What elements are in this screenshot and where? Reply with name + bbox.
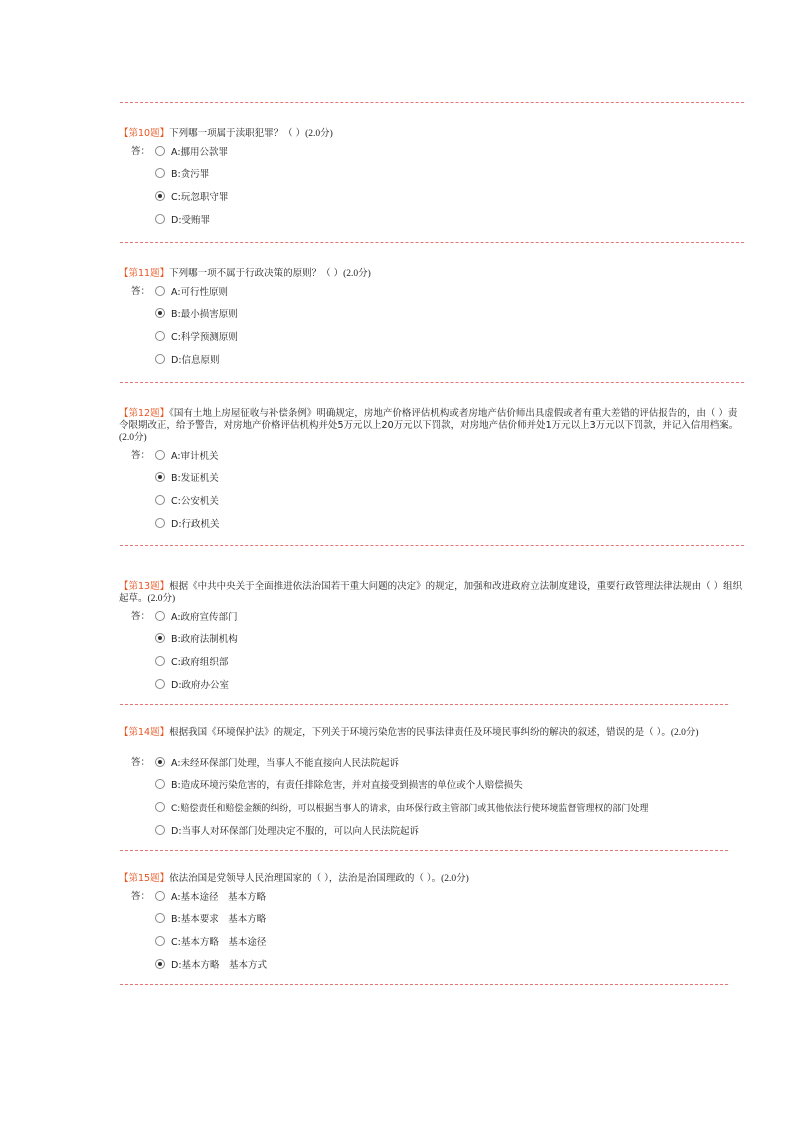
option-label: B:基本要求 基本方略: [171, 914, 267, 925]
radio-button[interactable]: [155, 472, 165, 482]
option-b[interactable]: [155, 633, 238, 645]
option-b[interactable]: [155, 472, 219, 484]
radio-button[interactable]: [155, 757, 165, 767]
radio-button[interactable]: [155, 354, 165, 364]
radio-button[interactable]: [155, 679, 165, 689]
answer-label: 答：: [131, 757, 151, 768]
option-label: D:信息原则: [171, 355, 220, 366]
answer-label: 答：: [131, 286, 151, 297]
option-a[interactable]: [155, 757, 399, 769]
question-11: [119, 268, 744, 368]
option-label: D:政府办公室: [171, 680, 230, 691]
separator: [120, 382, 744, 383]
radio-button[interactable]: [155, 611, 165, 621]
option-label: A:可行性原则: [171, 287, 229, 298]
option-b[interactable]: [155, 779, 523, 791]
radio-button[interactable]: [155, 191, 165, 201]
option-c[interactable]: [155, 936, 266, 948]
question-score: (2.0分): [441, 874, 469, 884]
option-d[interactable]: [155, 959, 267, 971]
question-15: [119, 873, 744, 973]
question-stem: [119, 873, 744, 885]
option-a[interactable]: [155, 146, 228, 158]
question-number: 【第15题】: [119, 873, 170, 884]
question-score: (2.0分): [147, 594, 176, 604]
separator: [120, 242, 744, 243]
option-c[interactable]: [155, 191, 228, 203]
answer-label: 答：: [131, 146, 151, 157]
radio-button[interactable]: [155, 450, 165, 460]
option-label: A:政府宣传部门: [171, 612, 238, 623]
question-stem: [119, 268, 744, 280]
separator: [120, 704, 728, 705]
question-stem: [119, 581, 744, 605]
option-d[interactable]: [155, 825, 419, 837]
option-c[interactable]: [155, 495, 219, 507]
radio-button[interactable]: [155, 802, 165, 812]
radio-button[interactable]: [155, 891, 165, 901]
radio-button[interactable]: [155, 825, 165, 835]
question-text: 《国有土地上房屋征收与补偿条例》明确规定，房地产价格评估机构或者房地产估价师出具虚假或者有重大差错的评估报告的，由（ ）责令限期改正，给予警告，对房地产价格评估机构并处5万元以上20万元以下罚款，对房地产估价师并处1万元以上3万元以下罚款，并记入信用档案。: [119, 408, 739, 431]
option-label: C:基本方略 基本途径: [171, 937, 267, 948]
answer-label: 答：: [131, 891, 151, 902]
option-label: C:科学预测原则: [171, 332, 238, 343]
question-text: 下列哪一项属于渎职犯罪？（ ）: [169, 128, 306, 139]
question-number: 【第14题】: [119, 727, 170, 738]
option-label: D:当事人对环保部门处理决定不服的，可以向人民法院起诉: [171, 826, 420, 837]
option-label: B:最小损害原则: [171, 309, 238, 320]
radio-button[interactable]: [155, 331, 165, 341]
option-d[interactable]: [155, 214, 210, 226]
radio-button[interactable]: [155, 936, 165, 946]
question-text: 下列哪一项不属于行政决策的原则？（ ）: [169, 268, 344, 279]
option-label: B:发证机关: [171, 473, 219, 484]
option-b[interactable]: [155, 168, 209, 180]
option-label: B:贪污罪: [171, 169, 210, 180]
option-label: A:挪用公款罪: [171, 147, 229, 158]
radio-button[interactable]: [155, 495, 165, 505]
option-label: A:基本途径 基本方略: [171, 892, 267, 903]
question-text: 依法治国是党领导人民治理国家的（ ），法治是治国理政的（ ）。: [169, 873, 442, 884]
question-12: [119, 408, 744, 533]
question-13: [119, 581, 744, 691]
option-label: D:受贿罪: [171, 215, 211, 226]
radio-button[interactable]: [155, 146, 165, 156]
radio-button[interactable]: [155, 779, 165, 789]
radio-button[interactable]: [155, 518, 165, 528]
separator: [120, 545, 744, 546]
radio-button[interactable]: [155, 214, 165, 224]
answer-label: 答：: [131, 450, 151, 461]
question-text: 根据《中共中央关于全面推进依法治国若干重大问题的决定》的规定，加强和改进政府立法制度建设，重要行政管理法律法规由（ ）组织起草。: [119, 581, 743, 604]
option-d[interactable]: [155, 679, 229, 691]
radio-button[interactable]: [155, 913, 165, 923]
separator: [120, 984, 728, 985]
option-a[interactable]: [155, 611, 238, 623]
separator: [120, 850, 728, 851]
question-score: (2.0分): [305, 129, 333, 139]
option-a[interactable]: [155, 891, 266, 903]
radio-button[interactable]: [155, 656, 165, 666]
option-label: D:行政机关: [171, 519, 220, 530]
radio-button[interactable]: [155, 168, 165, 178]
option-label: C:赔偿责任和赔偿金额的纠纷，可以根据当事人的请求，由环保行政主管部门或其他依法行使环境监督管理权的部门处理: [171, 804, 649, 814]
option-label: C:公安机关: [171, 496, 219, 507]
question-number: 【第10题】: [119, 128, 170, 139]
radio-button[interactable]: [155, 308, 165, 318]
question-number: 【第11题】: [119, 268, 170, 279]
radio-button[interactable]: [155, 959, 165, 969]
question-score: (2.0分): [343, 269, 371, 279]
option-d[interactable]: [155, 354, 220, 366]
option-label: A:未经环保部门处理，当事人不能直接向人民法院起诉: [171, 758, 400, 769]
option-d[interactable]: [155, 518, 220, 530]
answer-label: 答：: [131, 611, 151, 622]
question-number: 【第12题】: [119, 408, 170, 419]
option-c[interactable]: [155, 656, 228, 668]
question-stem: [119, 727, 744, 739]
separator: [120, 102, 744, 103]
option-label: A:审计机关: [171, 451, 219, 462]
question-score: (2.0分): [670, 728, 699, 738]
question-10: [119, 128, 744, 228]
question-number: 【第13题】: [119, 581, 170, 592]
option-a[interactable]: [155, 286, 228, 298]
option-c[interactable]: [155, 802, 648, 814]
option-b[interactable]: [155, 308, 238, 320]
option-a[interactable]: [155, 450, 219, 462]
option-label: B:造成环境污染危害的，有责任排除危害，并对直接受到损害的单位或个人赔偿损失: [171, 780, 523, 791]
option-label: B:政府法制机构: [171, 634, 238, 645]
question-text: 根据我国《环境保护法》的规定，下列关于环境污染危害的民事法律责任及环境民事纠纷的解决的叙述，错误的是（ ）。: [169, 727, 671, 738]
question-score: (2.0分): [119, 433, 147, 443]
question-stem: [119, 408, 744, 444]
option-c[interactable]: [155, 331, 238, 343]
question-14: [119, 727, 744, 837]
radio-button[interactable]: [155, 286, 165, 296]
option-label: D:基本方略 基本方式: [171, 960, 268, 971]
option-label: C:政府组织部: [171, 657, 229, 668]
option-label: C:玩忽职守罪: [171, 192, 229, 203]
radio-button[interactable]: [155, 633, 165, 643]
question-stem: [119, 128, 744, 140]
option-b[interactable]: [155, 913, 266, 925]
